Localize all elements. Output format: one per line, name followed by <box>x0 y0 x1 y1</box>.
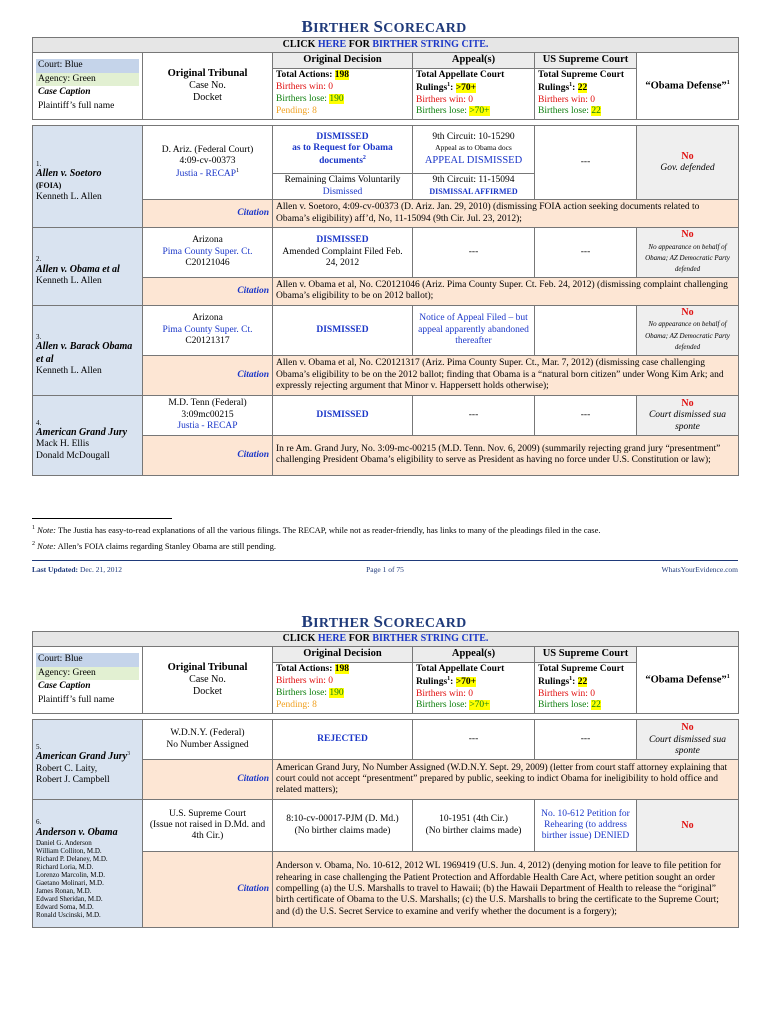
here-link[interactable]: HERE <box>317 39 347 50</box>
page-title-2: BIRTHER SCORECARD <box>301 612 467 631</box>
legend-caption: Case Caption <box>38 87 91 98</box>
plaintiff-name: Ronald Uscinski, M.D. <box>36 911 101 920</box>
legend-2 <box>33 647 143 714</box>
appeals-header-2: Appeal(s) <box>413 647 535 663</box>
footnote-rule <box>32 518 172 519</box>
legend-court-2: Court: Blue <box>36 653 139 666</box>
tribunal-3: Arizona Pima County Super. Ct. C20121317 <box>143 305 273 355</box>
defense-4: No Court dismissed sua sponte <box>637 395 739 435</box>
plaintiff-name: Edward Sheridan, M.D. <box>36 895 103 904</box>
string-cite-banner-2: CLICK HERE FOR BIRTHER STRING CITE. <box>33 632 739 647</box>
case-caption-2: 2.Allen v. Obama et al Kenneth L. Allen <box>33 228 143 306</box>
case-caption-6: 6.Anderson v. Obama Daniel G. Anderson William Colliton, M.D. Richard P. Delaney, M.D. Richard Loria, M.D. Lorenzo Marcolin, M.D. Gaetano Molinari, M.D. James Ronan, M.D. Edward Sheridan, M.D. Edward Soma, M.D. Ronald Uscinski, M.D. <box>33 800 143 928</box>
supreme-3 <box>535 305 637 355</box>
appeal-5: --- <box>413 720 535 760</box>
orig-stats: Total Actions: 198 Birthers win: 0 Birthers lose: 190 Pending: 8 <box>273 68 413 120</box>
tribunal-2: Arizona Pima County Super. Ct. C20121046 <box>143 228 273 278</box>
legend-agency: Agency: Green <box>36 73 139 86</box>
footnote-2: $^2$ Note: Allen’s FOIA claims regarding Stanley Obama are still pending. <box>32 541 277 551</box>
orig-decision-1: DISMISSED as to Request for Obama documents$^2$ <box>273 126 413 174</box>
plaintiff-name: Richard Loria, M.D. <box>36 863 94 872</box>
orig-stats-2: Total Actions: 198 Birthers win: 0 Birthers lose: 190 Pending: 8 <box>273 662 413 714</box>
pima-court-link-3[interactable]: Pima County Super. Ct. <box>162 324 253 335</box>
appeal-1b: 9th Circuit: 11-15094 DISMISSAL AFFIRMED <box>413 174 535 200</box>
citation-3: Allen v. Obama et al, No. C20121317 (Ariz. Pima County Super. Ct., Mar. 7, 2012) (dismissing case challenging Obama’s eligibility to be on the 2012 ballot; finding that Obama is a “natural born citizen” under Wong Kim Ark; and expressly rejecting argument that Minor v. Happersett holds otherwise); <box>273 355 739 395</box>
page-2 <box>0 585 768 1024</box>
supreme-stats-2: Total Supreme Court Rulings$^1$: 22 Birthers win: 0 Birthers lose: 22 <box>535 662 637 714</box>
appeal-1a: 9th Circuit: 10-15290 Appeal as to Obama docs APPEAL DISMISSED <box>413 126 535 174</box>
supreme-stats: Total Supreme Court Rulings$^1$: 22 Birthers win: 0 Birthers lose: 22 <box>535 68 637 120</box>
case-row-4 <box>33 395 739 435</box>
legend-plaintiff-2: Plaintiff’s full name <box>38 694 115 705</box>
page-title: BIRTHER SCORECARD <box>301 17 467 36</box>
citation-6: Anderson v. Obama, No. 10-612, 2012 WL 1969419 (U.S. Jun. 4, 2012) (denying motion for leave to file petition for rehearing in case challenging the Patient Protection and Affordable Health Care Act, where petition sought an order compelling (a) the U.S. Marshalls to travel to Hawaii; (b) the Hawaii Department of Health to release the “original” birth certificate of Obama to the U.S. Marshalls; (c) the U.S. Marshalls to bring the certificate to the Supreme Court; and (d) the U.S. Secret Service to examine and verify whether the document is a forgery); <box>273 852 739 928</box>
case-row-2 <box>33 228 739 278</box>
string-cite-link[interactable]: BIRTHER STRING CITE. <box>372 39 489 50</box>
pima-court-link-2[interactable]: Pima County Super. Ct. <box>162 246 253 257</box>
case-row-1 <box>33 126 739 174</box>
orig-decision-1b: Remaining Claims Voluntarily Dismissed <box>273 174 413 200</box>
citation-label-3: Citation <box>143 355 273 395</box>
justia-recap-link-1[interactable]: Justia - RECAP <box>175 169 237 180</box>
tribunal-1: D. Ariz. (Federal Court) 4:09-cv-00373 Justia - RECAP$^1$ <box>143 126 273 200</box>
plaintiff-name: Daniel G. Anderson <box>36 838 92 847</box>
appeal-6: 10-1951 (4th Cir.) (No birther claims made) <box>413 800 535 852</box>
supreme-header: US Supreme Court <box>535 53 637 69</box>
citation-1: Allen v. Soetoro, 4:09-cv-00373 (D. Ariz. Jan. 29, 2010) (dismissing FOIA action seeking documents related to Obama’s eligibility) aff’d, No, 11-15094 (9th Cir. Jul. 23, 2012); <box>273 200 739 228</box>
legend-caption-2: Case Caption <box>38 681 91 692</box>
tribunal-4: M.D. Tenn (Federal) 3:09mc00215 Justia - RECAP <box>143 395 273 435</box>
scorecard-table-2 <box>32 631 739 928</box>
supreme-5: --- <box>535 720 637 760</box>
tribunal-6: U.S. Supreme Court (Issue not raised in D.Md. and 4th Cir.) <box>143 800 273 852</box>
appeal-4: --- <box>413 395 535 435</box>
plaintiff-name: William Colliton, M.D. <box>36 846 102 855</box>
appeal-stats-2: Total Appellate Court Rulings$^1$: >70+ Birthers win: 0 Birthers lose: >70+ <box>413 662 535 714</box>
case-caption-4: 4.American Grand Jury Mack H. Ellis Donald McDougall <box>33 395 143 475</box>
footnote-1: $^1$ Note: The Justia has easy-to-read explanations of all the various filings. The RECAP, while not as reader-friendly, has links to many of the pleadings filed in the case. <box>32 525 601 535</box>
defense-2: No No appearance on behalf of Obama; AZ Democratic Party defended <box>637 228 739 278</box>
citation-2: Allen v. Obama et al, No. C20121046 (Ariz. Pima County Super. Ct. Feb. 24, 2012) (dismissing complaint challenging Obama’s eligibility to be on 2012 ballot); <box>273 277 739 305</box>
defense-5: No Court dismissed sua sponte <box>637 720 739 760</box>
orig-decision-6: 8:10-cv-00017-PJM (D. Md.) (No birther claims made) <box>273 800 413 852</box>
justia-recap-link-4[interactable]: Justia - RECAP <box>177 421 238 431</box>
defense-6: No <box>637 800 739 852</box>
defense-1: No Gov. defended <box>637 126 739 200</box>
legend-agency-2: Agency: Green <box>36 667 139 680</box>
case-caption-1: 1.Allen v. Soetoro (FOIA) Kenneth L. Allen <box>33 126 143 228</box>
citation-label-6: Citation <box>143 852 273 928</box>
citation-label-2: Citation <box>143 277 273 305</box>
legend <box>33 53 143 120</box>
appeal-stats: Total Appellate Court Rulings$^1$: >70+ Birthers win: 0 Birthers lose: >70+ <box>413 68 535 120</box>
plaintiff-name: Richard P. Delaney, M.D. <box>36 855 108 863</box>
string-cite-link-2[interactable]: BIRTHER STRING CITE. <box>372 633 489 644</box>
case-caption-5: 5.American Grand Jury$^3$ Robert C. Laity, Robert J. Campbell <box>33 720 143 800</box>
tribunal-header: Original Tribunal Case No. Docket <box>143 53 273 120</box>
supreme-1: --- <box>535 126 637 200</box>
case-row-6 <box>33 800 739 852</box>
appeal-3: Notice of Appeal Filed – but appeal apparently abandoned thereafter <box>413 305 535 355</box>
obama-defense-header: “Obama Defense”$^1$ <box>637 53 739 120</box>
page-footer: Last Updated: Dec. 21, 2012 Page 1 of 75 WhatsYourEvidence.com <box>32 560 738 579</box>
supreme-header-2: US Supreme Court <box>535 647 637 663</box>
appeals-header: Appeal(s) <box>413 53 535 69</box>
plaintiff-name: Lorenzo Marcolin, M.D. <box>36 871 106 880</box>
supreme-6[interactable]: No. 10-612 Petition for Rehearing (to address birther issue) DENIED <box>535 800 637 852</box>
supreme-4: --- <box>535 395 637 435</box>
case-caption-3: 3.Allen v. Barack Obama et al Kenneth L. Allen <box>33 305 143 395</box>
case-row-3 <box>33 305 739 355</box>
orig-decision-4: DISMISSED <box>273 395 413 435</box>
legend-plaintiff: Plaintiff’s full name <box>38 100 115 111</box>
string-cite-banner: CLICK HERE FOR BIRTHER STRING CITE. <box>33 38 739 53</box>
plaintiff-list <box>36 839 136 919</box>
orig-decision-2: DISMISSED Amended Complaint Filed Feb. 24, 2012 <box>273 228 413 278</box>
orig-decision-header: Original Decision <box>273 53 413 69</box>
tribunal-header-2: Original Tribunal Case No. Docket <box>143 647 273 714</box>
tribunal-5: W.D.N.Y. (Federal) No Number Assigned <box>143 720 273 760</box>
citation-5: American Grand Jury, No Number Assigned (W.D.N.Y. Sept. 29, 2009) (letter from court staff attorney explaining that court could not accept “presentment” prepared by public, seeking to indict Obama for ineligibility to hold office and related matters); <box>273 760 739 800</box>
legend-court: Court: Blue <box>36 59 139 72</box>
orig-decision-3: DISMISSED <box>273 305 413 355</box>
here-link-2[interactable]: HERE <box>317 633 347 644</box>
footnotes <box>32 518 738 551</box>
orig-decision-5: REJECTED <box>273 720 413 760</box>
case-row-5 <box>33 720 739 760</box>
plaintiff-name: Edward Soma, M.D. <box>36 903 94 912</box>
plaintiff-name: Gaetano Molinari, M.D. <box>36 879 104 888</box>
appeal-2: --- <box>413 228 535 278</box>
citation-label-1: Citation <box>143 200 273 228</box>
orig-decision-header-2: Original Decision <box>273 647 413 663</box>
obama-defense-header-2: “Obama Defense”$^1$ <box>637 647 739 714</box>
defense-3: No No appearance on behalf of Obama; AZ Democratic Party defended <box>637 305 739 355</box>
supreme-2: --- <box>535 228 637 278</box>
citation-label-5: Citation <box>143 760 273 800</box>
citation-label-4: Citation <box>143 435 273 475</box>
plaintiff-name: James Ronan, M.D. <box>36 887 92 896</box>
citation-4: In re Am. Grand Jury, No. 3:09-mc-00215 (M.D. Tenn. Nov. 6, 2009) (summarily rejecting grand jury “presentment” challenging President Obama’s eligibility to serve as President as having no force under U.S. Constitution or law); <box>273 435 739 475</box>
scorecard-table <box>32 37 739 476</box>
